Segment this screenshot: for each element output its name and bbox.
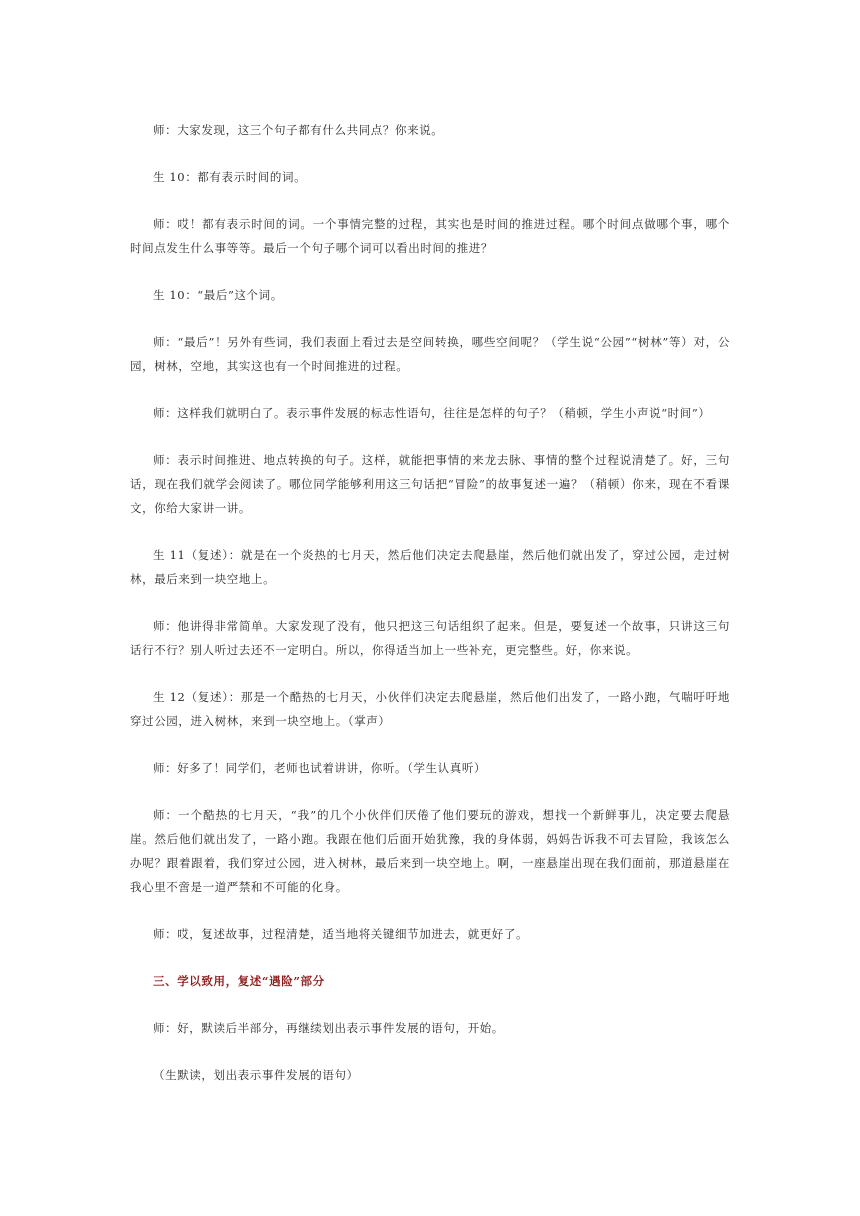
paragraph-4: 生 10：“最后”这个词。 xyxy=(153,288,283,302)
section-heading: 三、学以致用，复述“遇险”部分 xyxy=(153,974,325,988)
paragraph-7: 师：表示时间推进、地点转换的句子。这样，就能把事情的来龙去脉、事情的整个过程说清楚了。好，三句话，现在我们就学会阅读了。哪位同学能够利用这三句话把“冒险”的故事复述一遍？（稍顿）你来，现在不看课文，你给大家讲一讲。 xyxy=(130,453,730,515)
paragraph-15: 师：好，默读后半部分，再继续划出表示事件发展的语句，开始。 xyxy=(153,1021,504,1035)
paragraph-6: 师：这样我们就明白了。表示事件发展的标志性语句，往往是怎样的句子？（稍顿，学生小声说“时间”） xyxy=(153,406,711,420)
paragraph-2: 生 10：都有表示时间的词。 xyxy=(153,170,307,184)
paragraph-9: 师：他讲得非常简单。大家发现了没有，他只把这三句话组织了起来。但是，要复述一个故事，只讲这三句话行不行？别人听过去还不一定明白。所以，你得适当加上一些补充，更完整些。好，你来说。 xyxy=(130,619,730,657)
paragraph-10: 生 12（复述）：那是一个酷热的七月天，小伙伴们决定去爬悬崖，然后他们出发了，一路小跑，气喘吁吁地穿过公园，进入树林，来到一块空地上。（掌声） xyxy=(130,690,730,728)
paragraph-5: 师：“最后”！另外有些词，我们表面上看过去是空间转换，哪些空间呢？（学生说“公园”“树林”等）对，公园，树林，空地，其实这也有一个时间推进的过程。 xyxy=(130,335,730,373)
paragraph-1: 师：大家发现，这三个句子都有什么共同点？你来说。 xyxy=(153,123,444,137)
paragraph-16: （生默读，划出表示事件发展的语句） xyxy=(153,1068,359,1082)
paragraph-11: 师：好多了！同学们，老师也试着讲讲，你听。（学生认真听） xyxy=(153,761,487,775)
paragraph-8: 生 11（复述）：就是在一个炎热的七月天，然后他们决定去爬悬崖，然后他们就出发了，穿过公园，走过树林，最后来到一块空地上。 xyxy=(130,548,730,586)
paragraph-13: 师：哎，复述故事，过程清楚，适当地将关键细节加进去，就更好了。 xyxy=(153,927,529,941)
paragraph-12: 师：一个酷热的七月天，“我”的几个小伙伴们厌倦了他们要玩的游戏，想找一个新鲜事儿，决定要去爬悬崖。然后他们就出发了，一路小跑。我跟在他们后面开始犹豫，我的身体弱，妈妈告诉我不可去冒险，我该怎么办呢？跟着跟着，我们穿过公园，进入树林，最后来到一块空地上。啊，一座悬崖出现在我们面前，那道悬崖在我心里不啻是一道严禁和不可能的化身。 xyxy=(130,808,730,894)
paragraph-3: 师：哎！都有表示时间的词。一个事情完整的过程，其实也是时间的推进过程。哪个时间点做哪个事，哪个时间点发生什么事等等。最后一个句子哪个词可以看出时间的推进？ xyxy=(130,217,730,255)
